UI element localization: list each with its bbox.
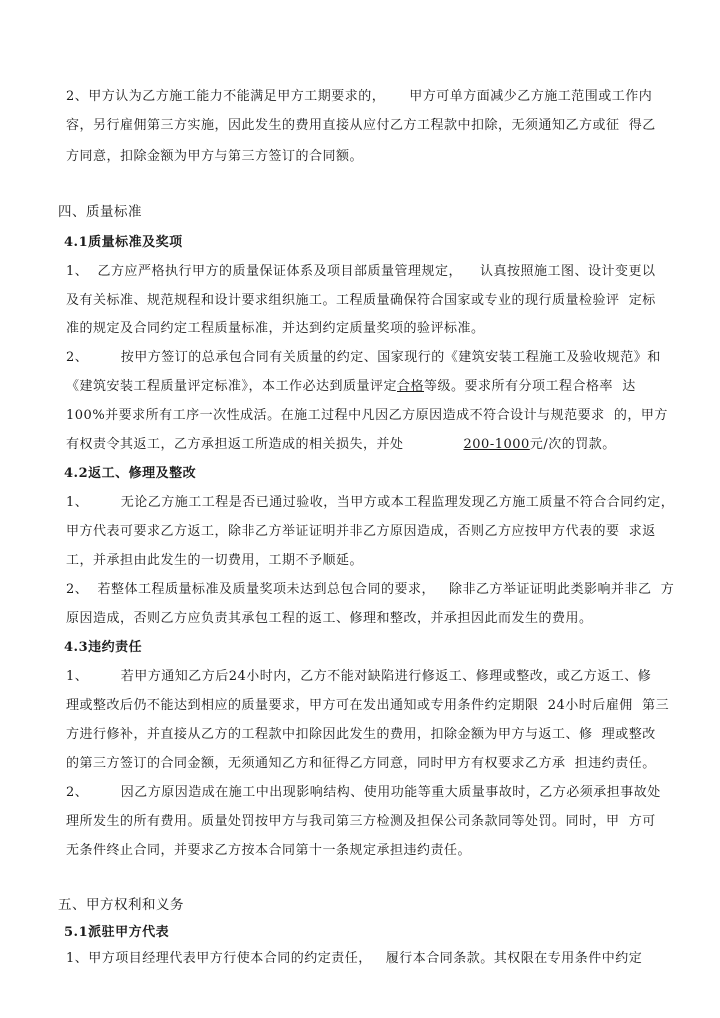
section-4-heading: 四、质量标准 xyxy=(58,204,142,220)
penalty-amount: 200-1000 xyxy=(463,437,530,452)
clause-4-3-1-line-2: 理或整改后仍不能达到相应的质量要求，甲方可在发出通知或专用条件约定期限 24小时后雇佣 第三 xyxy=(66,698,670,713)
clause-5-1-1-line-1 xyxy=(66,950,642,968)
clause-4-1-2-line-2 xyxy=(66,378,636,396)
clause-5-1-1-line-1b: 履行本合同条款。其权限在专用条件中约定 xyxy=(385,951,643,966)
clause-4-1-2-line-4 xyxy=(66,436,616,454)
clause-4-3-2-line-3: 无条件终止合同，并要求乙方按本合同第十一条规定承担违约责任。 xyxy=(66,843,472,858)
clause-4-2-2-line-2: 原因造成，否则乙方应负责其承包工程的返工、修理和整改，并承担因此而发生的费用。 xyxy=(66,611,593,626)
clause-3-2-line-3: 方同意，扣除金额为甲方与第三方签订的合同额。 xyxy=(66,149,364,164)
clause-4-1-2-line-2b: 等级。要求所有分项工程合格率 达 xyxy=(424,379,636,394)
clause-4-1-2-line-4a: 有权责令其返工，乙方承担返工所造成的相关损失，并处 xyxy=(66,437,404,452)
clause-4-2-1-line-3: 工，并承担由此发生的一切费用，工期不予顺延。 xyxy=(66,553,364,568)
clause-3-2-line-1a: 2、甲方认为乙方施工能力不能满足甲方工期要求的， xyxy=(66,89,386,104)
clause-4-3-2-line-2: 理所发生的所有费用。质量处罚按甲方与我司第三方检测及担保公司条款同等处罚。同时，甲 方可 xyxy=(66,814,656,829)
clause-3-2-line-1b: 甲方可单方面减少乙方施工范围或工作内 xyxy=(409,89,653,104)
subsection-4-2-heading: 4.2返工、修理及整改 xyxy=(64,466,197,481)
clause-4-3-2-line-1: 2、 因乙方原因造成在施工中出现影响结构、使用功能等重大质量事故时，乙方必须承担事故处 xyxy=(66,785,661,800)
clause-4-1-1-line-2: 及有关标准、规范规程和设计要求组织施工。工程质量确保符合国家或专业的现行质量检验评 定标 xyxy=(66,293,656,308)
clause-4-1-2-line-3: 100%并要求所有工序一次性成活。在施工过程中凡因乙方原因造成不符合设计与规范要求 的，甲方 xyxy=(66,408,668,423)
clause-5-1-1-line-1a: 1、甲方项目经理代表甲方行使本合同的约定责任， xyxy=(66,951,372,966)
subsection-5-1-heading: 5.1派驻甲方代表 xyxy=(64,925,170,940)
clause-4-2-1-line-1: 1、 无论乙方施工工程是否已通过验收，当甲方或本工程监理发现乙方施工质量不符合合同约定， xyxy=(66,495,675,510)
subsection-4-3-heading: 4.3违约责任 xyxy=(64,640,143,655)
clause-4-1-1-line-1b: 认真按照施工图、设计变更以 xyxy=(480,264,656,279)
clause-4-1-1-line-1a: 1、 乙方应严格执行甲方的质量保证体系及项目部质量管理规定， xyxy=(66,264,463,279)
clause-4-1-2-line-2a: 《建筑安装工程质量评定标准》，本工作必达到质量评定 xyxy=(66,379,398,394)
subsection-4-1-heading: 4.1质量标准及奖项 xyxy=(64,235,183,250)
clause-4-2-1-line-2: 甲方代表可要求乙方返工，除非乙方举证证明并非乙方原因造成，否则乙方应按甲方代表的要 求返 xyxy=(66,524,656,539)
clause-4-1-1-line-3: 准的规定及合同约定工程质量标准，并达到约定质量奖项的验评标准。 xyxy=(66,321,485,336)
clause-4-2-2-line-1b: 除非乙方举证证明此类影响并非乙 方 xyxy=(449,582,675,597)
clause-3-2-line-2: 容，另行雇佣第三方实施，因此发生的费用直接从应付乙方工程款中扣除，无须通知乙方或征 得乙 xyxy=(66,118,656,133)
clause-4-1-2-line-4b: 元/次的罚款。 xyxy=(529,437,616,452)
clause-4-2-2-line-1 xyxy=(66,581,674,599)
clause-4-1-2-line-1: 2、 按甲方签订的总承包合同有关质量的约定、国家现行的《建筑安装工程施工及验收规范》和 xyxy=(66,350,661,365)
clause-4-2-2-line-1a: 2、 若整体工程质量标准及质量奖项未达到总包合同的要求， xyxy=(66,582,436,597)
clause-3-2-line-1 xyxy=(66,88,652,106)
clause-4-3-1-line-4: 的第三方签订的合同金额，无须通知乙方和征得乙方同意，同时甲方有权要求乙方承 担违约责任。 xyxy=(66,756,656,771)
quality-grade: 合格 xyxy=(397,379,425,394)
clause-4-3-1-line-3: 方进行修补，并直接从乙方的工程款中扣除因此发生的费用，扣除金额为甲方与返工、修 理或整改 xyxy=(66,727,656,742)
clause-4-1-1-line-1 xyxy=(66,263,656,281)
section-5-heading: 五、甲方权利和义务 xyxy=(58,897,184,913)
clause-4-3-1-line-1: 1、 若甲方通知乙方后24小时内，乙方不能对缺陷进行修返工、修理或整改，或乙方返工、修 xyxy=(66,669,652,684)
